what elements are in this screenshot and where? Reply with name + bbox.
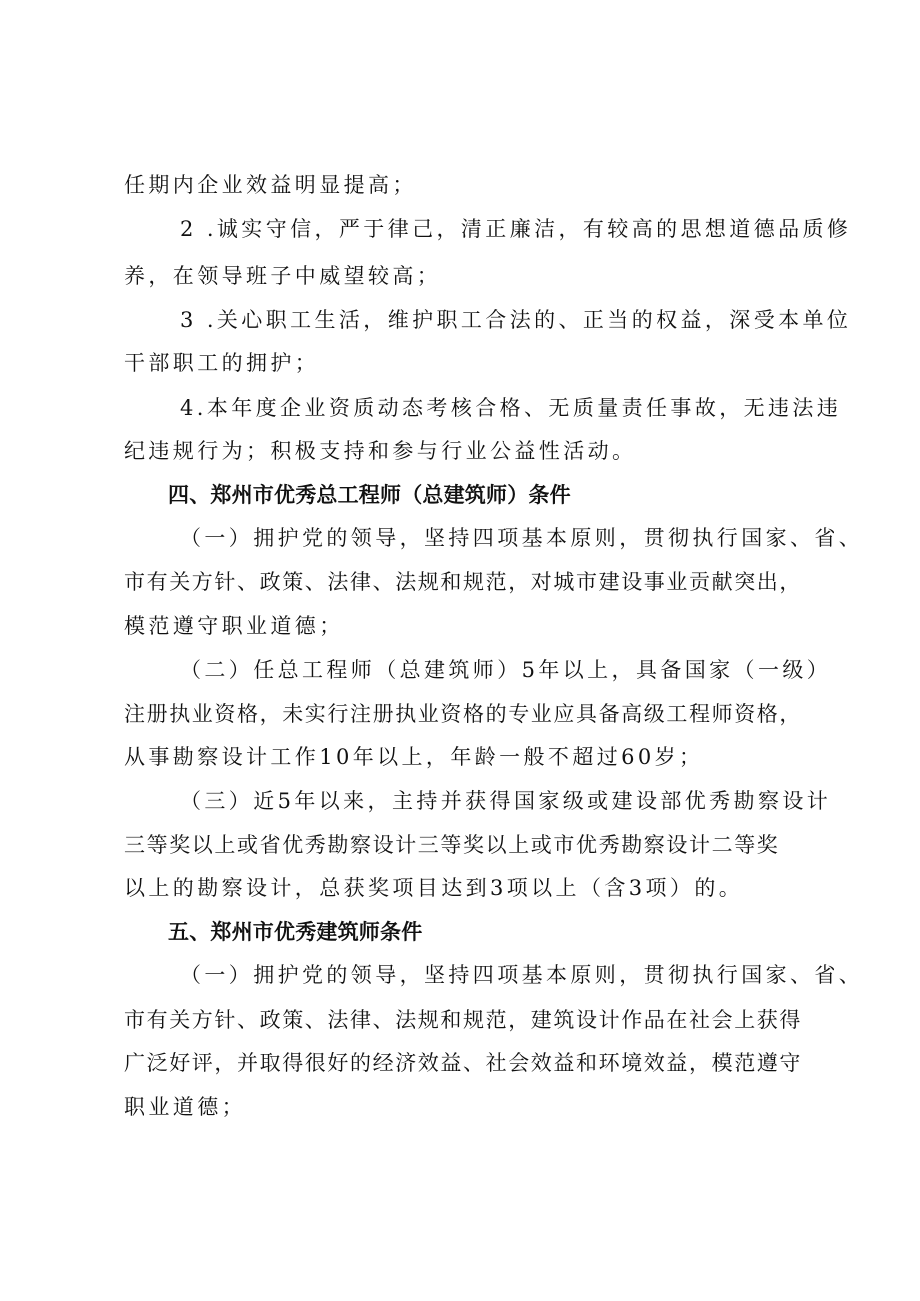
section-heading-5: 五、郑州市优秀建筑师条件 (168, 920, 423, 944)
body-line: 养，在领导班子中威望较高； (124, 264, 442, 288)
paragraph-line: （二）任总工程师（总建筑师）5年以上，具备国家（一级） (180, 658, 832, 682)
body-line: 干部职工的拥护； (124, 351, 320, 375)
list-item-2-line: 2 .诚实守信，严于律己，清正廉洁，有较高的思想道德品质修 (180, 217, 852, 241)
paragraph-line: （一）拥护党的领导，坚持四项基本原则，贯彻执行国家、省、 (180, 963, 864, 987)
body-line: 职业道德； (124, 1095, 246, 1119)
list-item-3-line: 3 .关心职工生活，维护职工合法的、正当的权益，深受本单位 (180, 308, 852, 332)
body-line: 广泛好评，并取得很好的经济效益、社会效益和环境效益，模范遵守 (124, 1051, 802, 1075)
body-line: 纪违规行为；积极支持和参与行业公益性活动。 (124, 439, 637, 463)
body-line: 市有关方针、政策、法律、法规和规范，对城市建设事业贡献突出， (124, 570, 802, 594)
body-line: 市有关方针、政策、法律、法规和规范，建筑设计作品在社会上获得 (124, 1008, 802, 1032)
paragraph-line: （一）拥护党的领导，坚持四项基本原则，贯彻执行国家、省、 (180, 526, 864, 550)
list-item-4-line: 4.本年度企业资质动态考核合格、无质量责任事故，无违法违 (180, 396, 842, 420)
paragraph-line: （三）近5年以来，主持并获得国家级或建设部优秀勘察设计 (180, 789, 832, 813)
body-line: 从事勘察设计工作10年以上，年龄一般不超过60岁； (124, 745, 704, 769)
body-line: 模范遵守职业道德； (124, 614, 344, 638)
body-line: 任期内企业效益明显提高； (124, 173, 417, 197)
body-line: 以上的勘察设计，总获奖项目达到3项以上（含3项）的。 (124, 876, 744, 900)
body-line: 三等奖以上或省优秀勘察设计三等奖以上或市优秀勘察设计二等奖 (124, 833, 780, 857)
body-line: 注册执业资格，未实行注册执业资格的专业应具备高级工程师资格， (124, 702, 802, 726)
section-heading-4: 四、郑州市优秀总工程师（总建筑师）条件 (168, 483, 571, 507)
